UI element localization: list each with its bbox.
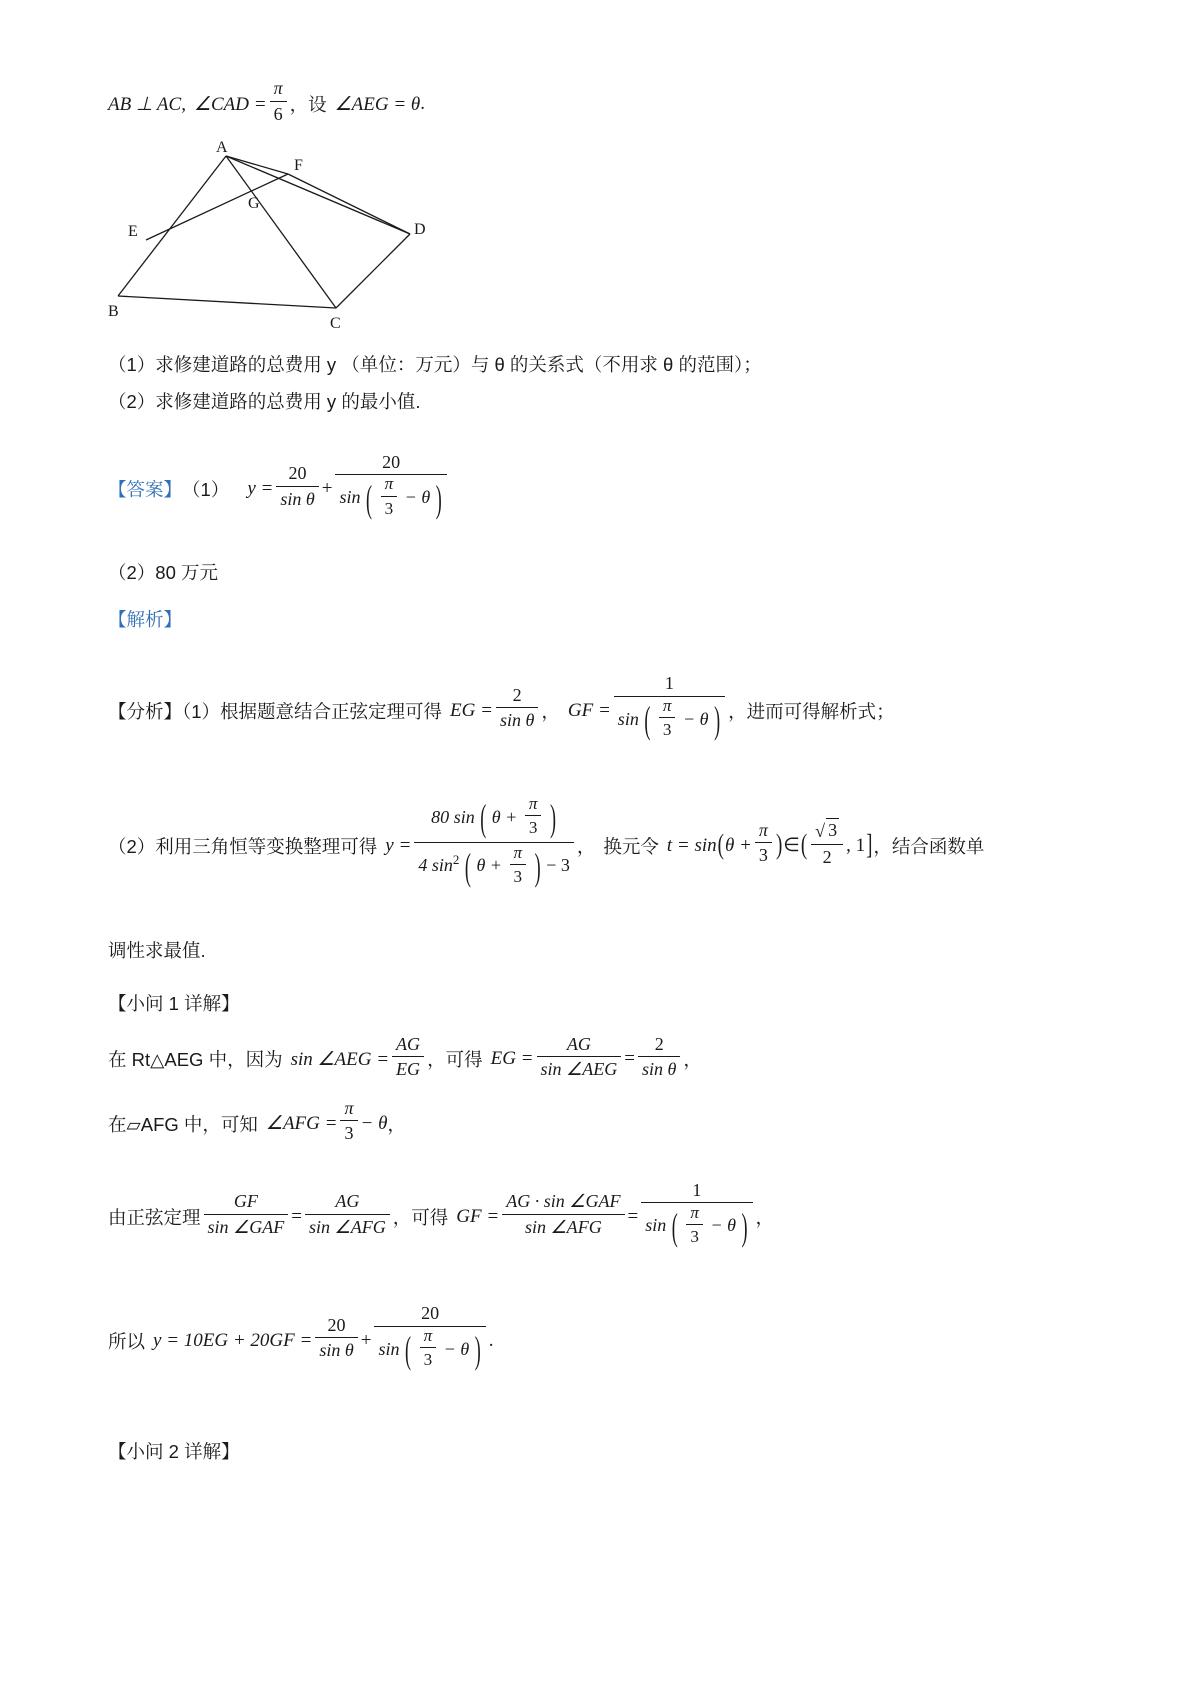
y-num-arg: θ +: [491, 806, 518, 827]
detail1-ag-num2: AG: [537, 1033, 622, 1058]
answer-term2-minus-theta: − θ: [404, 487, 431, 508]
detail1-inner-three2: 3: [423, 1350, 433, 1370]
right-bracket: ]: [866, 829, 873, 861]
t-set-denominator: 2: [822, 846, 832, 867]
detail1-sintheta-den2: sin θ: [319, 1340, 354, 1361]
t-membership: ∈: [783, 835, 800, 857]
figure-label-F: F: [294, 157, 303, 175]
geometry-figure: [108, 136, 1108, 341]
answer-formula-lhs: y =: [247, 478, 274, 500]
gf-three: 3: [662, 720, 672, 740]
detail1-line-2: [108, 1097, 1108, 1148]
detail1-inner-pi-three: [686, 1202, 703, 1248]
detail1-eg-lhs: EG =: [490, 1048, 534, 1070]
condition-period: .: [420, 93, 426, 115]
detail1-three-den: 3: [344, 1123, 354, 1144]
answer-term2-three: 3: [384, 498, 394, 518]
detail1-twenty-num2: 20: [374, 1302, 485, 1327]
pi-over-six-fraction: [270, 77, 287, 125]
detail1-l1-pre: 在 Rt△AEG 中，因为: [108, 1049, 283, 1071]
left-paren: (: [717, 829, 724, 861]
detail1-sin-aeg: sin ∠AEG =: [290, 1048, 390, 1070]
detail1-gf-lhs: GF =: [456, 1206, 500, 1228]
detail1-line-4: [108, 1305, 1108, 1376]
detail1-pi-over-three: [340, 1097, 357, 1145]
gf-inner-fraction: [659, 695, 676, 741]
figure-label-G: G: [248, 195, 260, 213]
detail1-gf-expanded: [502, 1190, 624, 1238]
detail1-sintheta-den: sin θ: [642, 1059, 677, 1080]
detail1-equals: =: [624, 1048, 635, 1070]
condition-comma: ，: [289, 94, 309, 116]
right-paren: ): [549, 796, 556, 839]
t-three: 3: [758, 845, 768, 866]
y-numerator: [414, 793, 574, 844]
answer-plus-sign: +: [321, 478, 333, 500]
figure-label-B: B: [108, 303, 119, 321]
y-den-tail: − 3: [546, 855, 570, 876]
detail1-ag-over-sinaeg: [537, 1033, 622, 1081]
detail1-l1-mid: ，可得: [427, 1049, 483, 1071]
detail1-inner-pi2: π: [420, 1325, 437, 1348]
analysis-part1-line: [108, 675, 1108, 746]
detail1-pi-num: π: [340, 1097, 357, 1122]
figure-label-E: E: [128, 223, 138, 241]
analysis-tag: 【解析】: [108, 608, 183, 630]
gf-minus-theta: − θ: [683, 708, 709, 729]
problem-condition-line: [108, 80, 1108, 128]
figure-label-A: A: [216, 139, 228, 157]
detail1-l2-end: ，: [387, 1113, 406, 1135]
y-num-three: 3: [528, 818, 538, 838]
detail1-sin-den: [641, 1203, 752, 1250]
detail1-twenty-num: 20: [315, 1314, 357, 1339]
y-lhs: y =: [385, 834, 412, 856]
six-denominator: 6: [273, 103, 283, 124]
detail1-singaf-den: sin ∠GAF: [207, 1216, 285, 1237]
answer-term2-sin: sin: [339, 487, 361, 508]
y-num-pi: π: [525, 793, 542, 816]
detail1-sinafg-den: sin ∠AFG: [309, 1216, 386, 1237]
t-set-numerator: √ 3: [811, 818, 843, 845]
answer-term2-denominator: [335, 475, 446, 522]
detail1-eq1: =: [291, 1206, 302, 1228]
answer-term1-numerator: 20: [276, 462, 318, 487]
document-content: [108, 80, 1108, 1472]
detail1-one-num: 1: [641, 1179, 752, 1204]
t-set-radicand: 3: [828, 819, 838, 840]
right-paren: ): [714, 699, 721, 742]
eg-denominator: sin θ: [499, 710, 535, 731]
detail1-gf-exp-den: sin ∠AFG: [524, 1216, 602, 1237]
left-paren: (: [480, 796, 487, 839]
left-paren: (: [464, 845, 471, 888]
detail1-plus: +: [360, 1329, 372, 1351]
y-big-fraction: [414, 793, 574, 891]
y-denominator: [414, 843, 574, 890]
t-equation: t = sin: [666, 834, 717, 856]
question-1: （1）求修建道路的总费用 y （单位：万元）与 θ 的关系式（不用求 θ 的范围）；: [108, 354, 762, 376]
analysis-comma-1: ，: [541, 700, 560, 722]
pi-numerator: π: [270, 77, 287, 102]
t-set-rest: , 1: [846, 834, 866, 856]
y-num-inner-fraction: [525, 793, 542, 839]
detail1-inner-three: 3: [690, 1227, 699, 1247]
right-paren: ): [435, 477, 442, 520]
answer-part2: （2）80 万元: [108, 561, 219, 583]
t-set-fraction: [811, 818, 843, 869]
detail1-inner-minus-theta2: − θ: [443, 1338, 470, 1359]
t-pi: π: [755, 819, 772, 844]
left-paren: (: [405, 1329, 412, 1372]
substitution-lead: 换元令: [603, 835, 659, 857]
analysis-tail-2: ，结合函数单: [873, 835, 985, 857]
gf-denominator: [614, 697, 725, 744]
detail1-sin-fn: sin: [645, 1215, 667, 1236]
detail1-inner-pi-three2: [420, 1325, 437, 1371]
detail1-y-lhs: y = 10EG + 20GF =: [153, 1329, 313, 1351]
detail1-line-1: [108, 1035, 1108, 1083]
gf-sin: sin: [617, 708, 639, 729]
detail2-heading: 【小问 2 详解】: [108, 1441, 240, 1463]
angle-aeg-expression: ∠AEG = θ: [334, 93, 421, 115]
analysis-tail-1: ，进而可得解析式；: [728, 700, 895, 722]
analysis-tail-3: 调性求最值.: [108, 940, 206, 962]
y-den-three: 3: [513, 867, 523, 887]
eg-lhs: EG =: [450, 699, 493, 721]
detail1-l3-pre: 由正弦定理: [108, 1207, 201, 1229]
answer-term2-numerator: 20: [335, 451, 446, 476]
detail1-line-3: [108, 1179, 1108, 1253]
gf-lhs: GF =: [567, 699, 611, 721]
detail1-gf-exp-num: AG · sin ∠GAF: [502, 1190, 624, 1215]
answer-tag: 【答案】: [108, 479, 183, 501]
y-den-arg: θ +: [476, 855, 502, 876]
detail1-gf-num: GF: [204, 1190, 289, 1215]
detail1-sinaeg-den: sin ∠AEG: [540, 1059, 618, 1080]
perp-expression: AB ⊥ AC,: [108, 93, 186, 115]
y-den-power: 2: [452, 852, 460, 868]
answer-term1-fraction: [276, 462, 318, 510]
gf-pi: π: [659, 695, 676, 718]
t-argument: θ +: [724, 834, 752, 856]
answer-term1-denominator: sin θ: [280, 488, 315, 509]
t-inner-fraction: [755, 819, 772, 867]
left-paren: (: [644, 699, 651, 742]
detail1-sin-fn2: sin: [378, 1338, 400, 1359]
y-den-pi: π: [510, 842, 527, 865]
detail1-ag-over-sinafg: [305, 1190, 390, 1238]
left-bracket: (: [800, 829, 808, 861]
detail1-one-over-sin: [641, 1179, 752, 1250]
detail1-angle-afg: ∠AFG =: [265, 1113, 338, 1135]
geometry-figure-svg: [108, 136, 468, 336]
answer-term2-inner-fraction: [381, 473, 398, 519]
gf-numerator: 1: [614, 672, 725, 697]
eg-fraction: [496, 684, 538, 732]
detail1-l4-pre: 所以: [108, 1330, 146, 1352]
left-paren: (: [366, 477, 373, 520]
right-paren: ): [741, 1205, 748, 1248]
right-paren: ): [474, 1329, 481, 1372]
analysis-fenxi-label: 【分析】（1）根据题意结合正弦定理可得: [108, 700, 443, 722]
y-den-coefficient: 4 sin: [418, 855, 453, 876]
detail1-l2-pre: 在▱AFG 中，可知: [108, 1113, 258, 1135]
detail1-eg-den: EG: [396, 1059, 421, 1080]
y-den-inner-fraction: [510, 842, 527, 888]
angle-cad-expression: ∠CAD =: [193, 93, 267, 115]
detail1-l4-end: .: [488, 1329, 494, 1351]
left-paren: (: [671, 1205, 678, 1248]
detail1-two-num: 2: [638, 1033, 680, 1058]
question-2: （2）求修建道路的总费用 y 的最小值.: [108, 391, 421, 413]
detail1-twenty-over-sintheta: [315, 1314, 357, 1362]
analysis-comma-2: ，: [576, 835, 596, 857]
detail1-l1-end: ，: [683, 1049, 702, 1071]
analysis-part2-lead: （2）利用三角恒等变换整理可得: [108, 835, 378, 857]
detail1-sin-pi3-den: [374, 1327, 485, 1374]
detail1-eq2: =: [627, 1206, 639, 1228]
detail1-ag-num: AG: [392, 1033, 424, 1058]
detail1-heading: 【小问 1 详解】: [108, 993, 240, 1015]
detail1-inner-minus-theta: − θ: [710, 1215, 736, 1236]
figure-label-D: D: [414, 221, 426, 239]
detail1-twenty-over-sin-pi3: [374, 1302, 485, 1373]
detail1-ag-num3: AG: [305, 1190, 390, 1215]
y-num-coefficient: 80 sin: [431, 806, 475, 827]
answer-block: [108, 453, 1108, 524]
figure-label-C: C: [330, 315, 341, 333]
detail1-inner-pi: π: [686, 1202, 703, 1225]
right-paren: ): [534, 845, 541, 888]
answer-term2-fraction: [335, 451, 446, 522]
eg-numerator: 2: [496, 684, 538, 709]
detail1-two-over-sintheta: [638, 1033, 680, 1081]
right-paren: ): [775, 829, 783, 861]
answer-part1-label: （1）: [182, 479, 230, 501]
detail1-gf-over-singaf: [204, 1190, 289, 1238]
let-text: 设: [308, 94, 327, 116]
gf-fraction: [614, 672, 725, 743]
detail1-l3-mid: ，可得: [392, 1207, 449, 1229]
analysis-part2-line: [108, 793, 1108, 893]
detail1-minus-theta: − θ: [360, 1112, 388, 1134]
answer-term2-pi: π: [381, 473, 398, 496]
detail1-ag-over-eg: [392, 1033, 424, 1081]
detail1-l3-end: ，: [755, 1207, 775, 1229]
